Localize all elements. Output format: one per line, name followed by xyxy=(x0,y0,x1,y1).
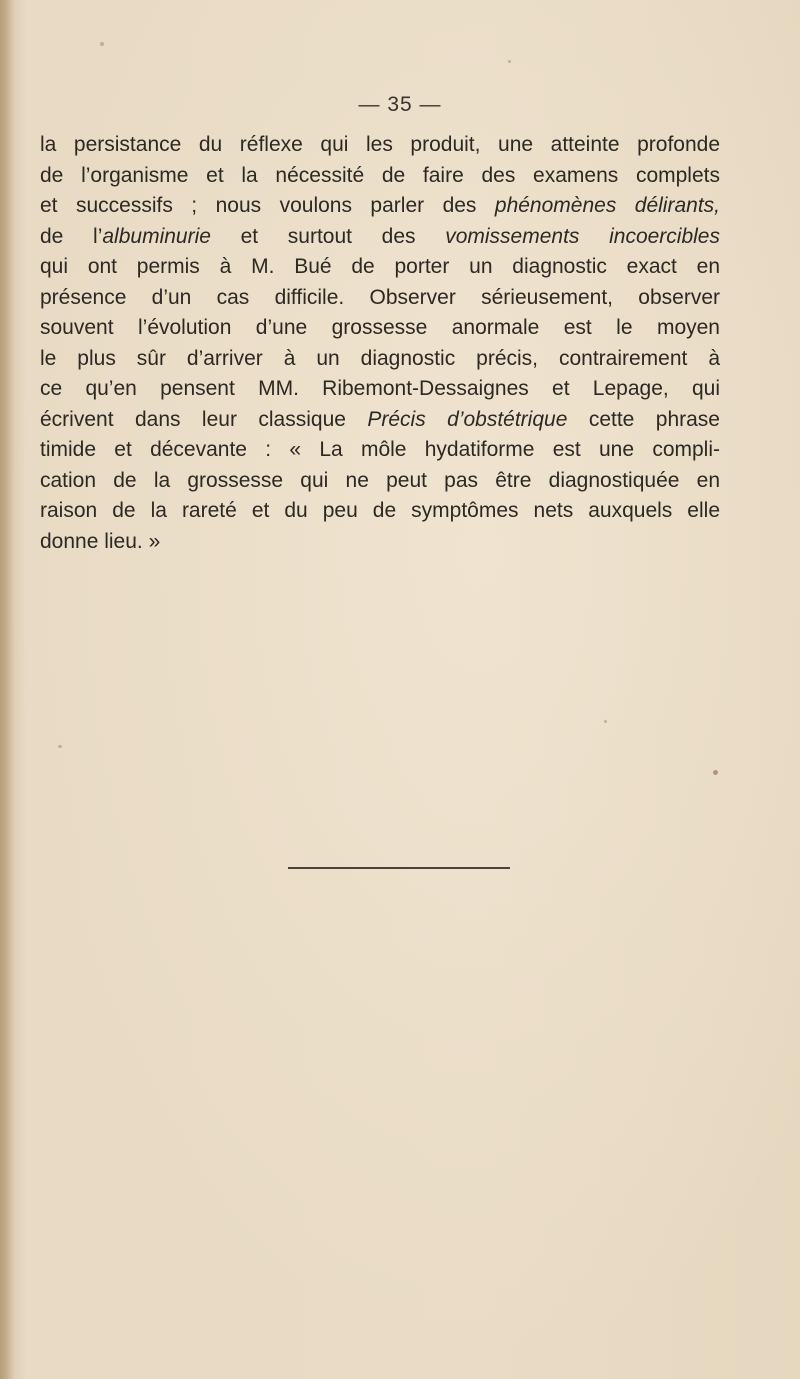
text-segment: cation de la grossesse qui ne peut pas être diagnostiquée en xyxy=(40,468,720,492)
paper-speck xyxy=(713,770,718,775)
text-segment: le plus sûr d’arriver à un diagnostic précis, contrairement à xyxy=(40,346,720,370)
text-line xyxy=(40,283,720,314)
text-segment: timide et décevante : « La môle hydatiforme est une compli- xyxy=(40,438,720,461)
text-segment: cette phrase xyxy=(567,407,720,431)
paper-speck xyxy=(604,720,607,723)
text-line xyxy=(40,435,720,466)
text-line xyxy=(40,161,720,192)
text-line xyxy=(40,405,720,436)
text-segment: raison de la rareté et du peu de symptômes nets auxquels elle xyxy=(40,499,720,522)
text-line xyxy=(40,222,720,253)
italic-text-segment: vomissements incoercibles xyxy=(445,224,720,248)
paper-speck xyxy=(508,60,511,63)
text-segment: écrivent dans leur classique xyxy=(40,407,368,431)
italic-text-segment: Précis d’obstétrique xyxy=(367,407,568,431)
body-paragraph xyxy=(40,130,720,557)
text-segment: et surtout des xyxy=(210,224,446,248)
italic-text-segment: albuminurie xyxy=(102,224,211,248)
text-segment: qui ont permis à M. Bué de porter un diagnostic exact en xyxy=(40,255,720,278)
paper-speck xyxy=(58,745,62,748)
text-segment: de l’organisme et la nécessité de faire des examens complets xyxy=(40,163,720,187)
text-segment: donne lieu. » xyxy=(40,529,161,553)
text-line xyxy=(40,527,720,558)
text-line xyxy=(40,252,720,283)
section-divider-rule xyxy=(288,867,510,869)
page-binding-edge xyxy=(0,0,14,1379)
text-line xyxy=(40,496,720,527)
italic-text-segment: phénomènes délirants, xyxy=(494,194,720,217)
text-line xyxy=(40,313,720,344)
text-line xyxy=(40,374,720,405)
page-number: — 35 — xyxy=(358,93,442,116)
text-line xyxy=(40,466,720,497)
text-segment: la persistance du réflexe qui les produit, une atteinte profonde xyxy=(40,133,720,156)
text-line xyxy=(40,344,720,375)
text-segment: et successifs ; nous voulons parler des xyxy=(40,194,495,217)
text-segment: présence d’un cas difficile. Observer sérieusement, observer xyxy=(40,285,720,309)
text-line xyxy=(40,191,720,222)
text-segment: ce qu’en pensent MM. Ribemont-Dessaignes et Lepage, qui xyxy=(40,377,720,400)
paper-speck xyxy=(100,42,104,46)
text-segment: souvent l’évolution d’une grossesse anormale est le moyen xyxy=(40,316,720,339)
text-segment: de l’ xyxy=(40,224,103,248)
text-line xyxy=(40,130,720,161)
